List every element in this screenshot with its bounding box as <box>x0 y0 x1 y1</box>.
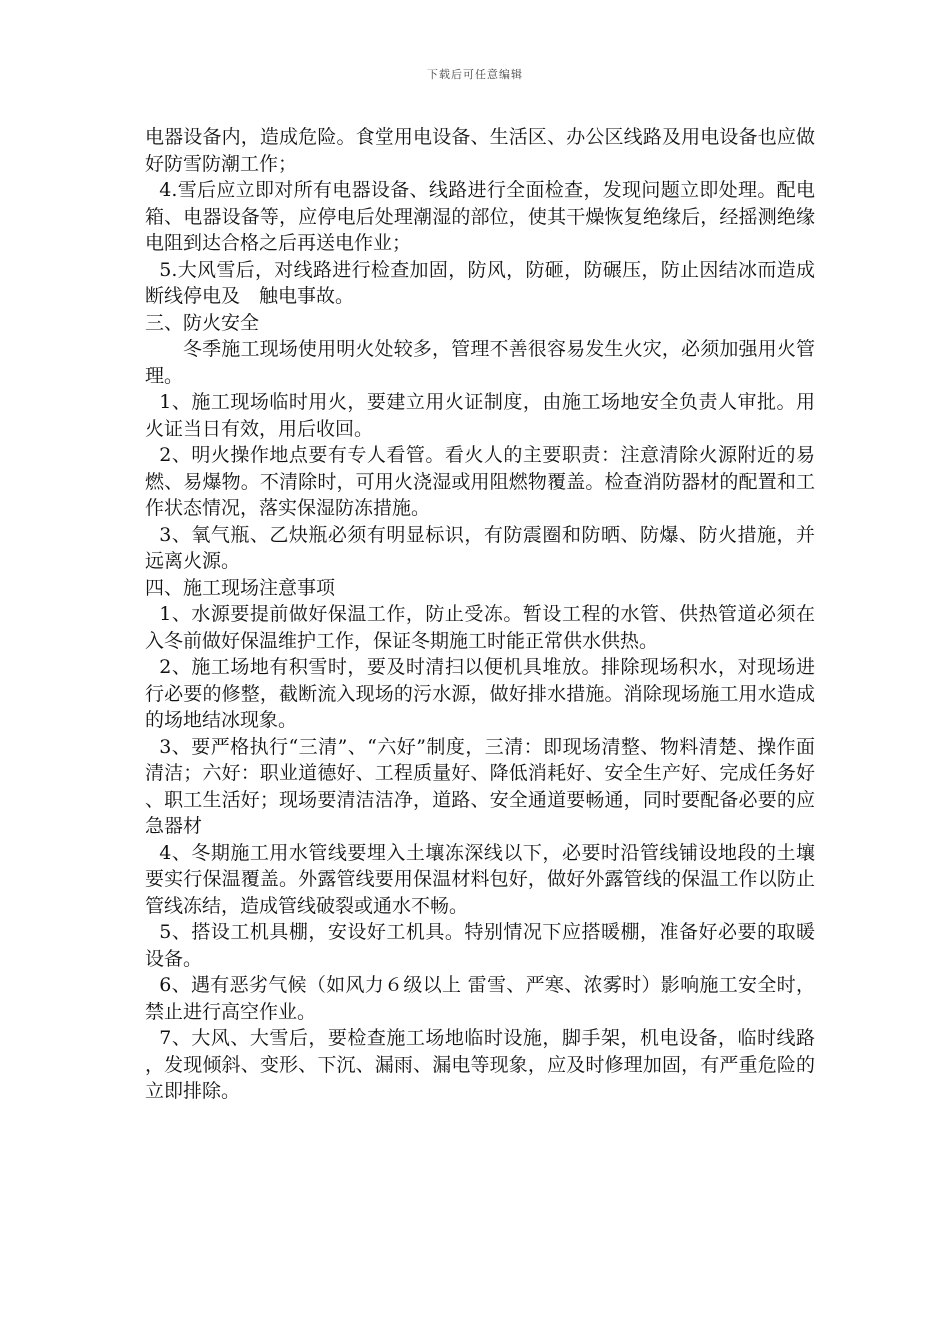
document-body <box>145 124 815 1105</box>
paragraph-site-item-4: 4、冬期施工用水管线要埋入土壤冻深线以下，必要时沿管线铺设地段的土壤要实行保温覆盖。外露管线要用保温材料包好，做好外露管线的保温工作以防止管线冻结，造成管线破裂或通水不畅。 <box>145 841 815 917</box>
paragraph-site-item-6: 6、遇有恶劣气候（如风力６级以上 雷雪、严寒、浓雾时）影响施工安全时，禁止进行高空作业。 <box>145 974 815 1023</box>
paragraph-site-item-1: 1、水源要提前做好保温工作，防止受冻。暂设工程的水管、供热管道必须在入冬前做好保温维护工作，保证冬期施工时能正常供水供热。 <box>145 603 815 652</box>
paragraph-fire-item-1: 1、施工现场临时用火，要建立用火证制度，由施工场地安全负责人审批。用火证当日有效，用后收回。 <box>145 391 815 440</box>
paragraph-site-item-3: 3、要严格执行“三清”、“六好”制度，三清：即现场清整、物料清楚、操作面清洁；六好：职业道德好、工程质量好、降低消耗好、安全生产好、完成任务好、职工生活好；现场要清洁洁净，道路、安全通道要畅通，同时要配备必要的应急器材 <box>145 735 815 837</box>
section-heading-fire-safety: 三、防火安全 <box>145 311 260 334</box>
paragraph-site-item-5: 5、搭设工机具棚，安设好工机具。特别情况下应搭暖棚，准备好必要的取暖设备。 <box>145 921 815 970</box>
page-header-note: 下载后可任意编辑 <box>427 68 523 81</box>
paragraph-fire-item-2: 2、明火操作地点要有专人看管。看火人的主要职责：注意清除火源附近的易燃、易爆物。不清除时，可用火浇湿或用阻燃物覆盖。检查消防器材的配置和工作状态情况，落实保湿防冻措施。 <box>145 444 815 519</box>
paragraph-continuation: 电器设备内，造成危险。食堂用电设备、生活区、办公区线路及用电设备也应做好防雪防潮工作； <box>145 126 815 175</box>
paragraph-site-item-7: 7、大风、大雪后，要检查施工场地临时设施，脚手架，机电设备，临时线路，发现倾斜、变形、下沉、漏雨、漏电等现象，应及时修理加固，有严重危险的立即排除。 <box>145 1027 815 1102</box>
paragraph-site-item-2: 2、施工场地有积雪时，要及时清扫以便机具堆放。排除现场积水，对现场进行必要的修整，截断流入现场的污水源，做好排水措施。消除现场施工用水造成的场地结冰现象。 <box>145 656 815 731</box>
paragraph-item-5: 5.大风雪后，对线路进行检查加固，防风，防砸，防碾压，防止因结冰而造成断线停电及 触电事故。 <box>145 258 815 307</box>
paragraph-fire-intro: 冬季施工现场使用明火处较多，管理不善很容易发生火灾，必须加强用火管理。 <box>145 338 815 387</box>
paragraph-fire-item-3: 3、氧气瓶、乙炔瓶必须有明显标识，有防震圈和防晒、防爆、防火措施，并远离火源。 <box>145 523 815 572</box>
paragraph-item-4: 4.雪后应立即对所有电器设备、线路进行全面检查，发现问题立即处理。配电箱、电器设备等，应停电后处理潮湿的部位，使其干燥恢复绝缘后，经摇测绝缘电阻到达合格之后再送电作业； <box>145 179 815 254</box>
section-heading-site-notes: 四、施工现场注意事项 <box>145 576 336 599</box>
